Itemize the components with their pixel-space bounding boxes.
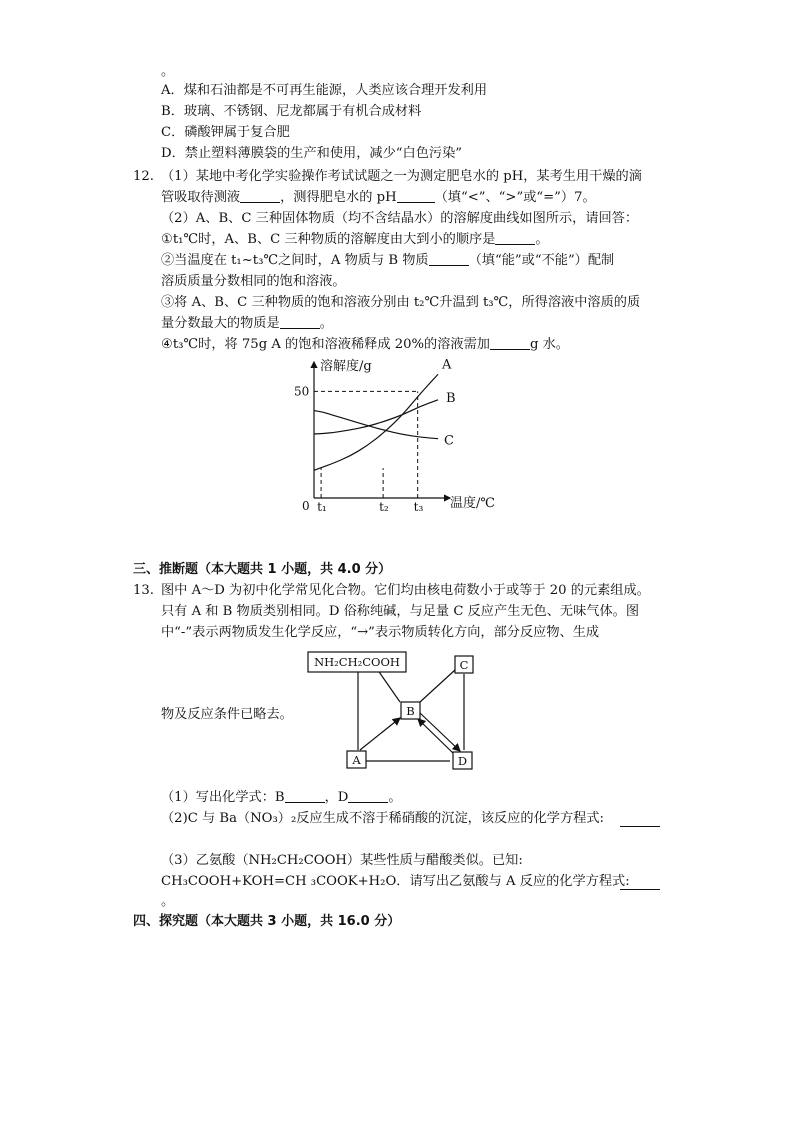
q12-sub3-line1: ③将 A、B、C 三种物质的饱和溶液分别由 t₂℃升温到 t₃℃，所得溶液中溶质的质	[161, 295, 641, 310]
q11-option-c: C．磷酸钾属于复合肥	[161, 125, 290, 140]
series-label-a: A	[442, 357, 452, 373]
text: （填“<”、“>”或“=”）7。	[434, 190, 596, 205]
link-b-c	[420, 670, 455, 702]
q13-line1: 图中 A～D 为初中化学常见化合物。它们均由核电荷数小于或等于 20 的元素组成。	[161, 583, 650, 598]
series-curve-c	[314, 411, 438, 439]
q13-line2: 只有 A 和 B 物质类别相同。D 俗称纯碱，与足量 C 反应产生无色、无味气体。图	[161, 604, 640, 619]
text: ②当温度在 t₁~t₃℃之间时，A 物质与 B 物质	[161, 253, 429, 268]
text: CH₃COOH+KOH=CH ₃COOK+H₂O．请写出乙氨酸与 A 反应的化学方程式:	[161, 874, 630, 889]
origin-label: 0	[302, 499, 310, 513]
x-tick-t2: t₂	[379, 500, 389, 514]
q13-line4: 物及反应条件已略去。	[161, 707, 293, 722]
series-label-c: C	[444, 433, 455, 449]
text: ④t₃℃时，将 75g A 的饱和溶液稀释成 20%的溶液需加	[161, 337, 490, 352]
section-3-heading: 三、推断题（本大题共 1 小题，共 4.0 分）	[133, 562, 392, 577]
text: g 水。	[529, 337, 569, 352]
node-glycine-label: NH₂CH₂COOH	[314, 655, 400, 669]
answer-blank[interactable]	[620, 813, 660, 827]
q12-part1-line1: （1）某地中考化学实验操作考试试题之一为测定肥皂水的 pH，某考生用干燥的滴	[161, 169, 642, 184]
node-b-label: B	[406, 704, 415, 718]
q13-number: 13.	[133, 583, 154, 598]
q12-number: 12.	[133, 169, 154, 184]
answer-blank[interactable]	[490, 336, 530, 350]
node-a-label: A	[352, 753, 361, 767]
solubility-chart	[290, 352, 510, 522]
node-c-label: C	[459, 658, 469, 672]
x-tick-t3: t₃	[413, 500, 424, 514]
y-axis-label: 溶解度/g	[320, 359, 372, 374]
series-curve-b	[314, 400, 438, 434]
text: ，D	[324, 790, 349, 805]
relationship-diagram	[300, 646, 490, 776]
text: 。	[388, 790, 402, 805]
text: （2)C 与 Ba（NO₃）₂反应生成不溶于稀硝酸的沉淀，该反应的化学方程式:	[161, 811, 604, 826]
arrow-d-to-b	[418, 719, 455, 755]
q13-line3: 中“-”表示两物质发生化学反应，“→”表示物质转化方向，部分反应物、生成	[161, 625, 600, 640]
q11-option-d: D．禁止塑料薄膜袋的生产和使用，减少“白色污染”	[161, 146, 462, 161]
q11-option-a: A．煤和石油都是不可再生能源，人类应该合理开发利用	[161, 83, 488, 98]
node-d-label: D	[457, 754, 468, 768]
q13-part3-equation	[161, 873, 630, 891]
q13-part2	[161, 810, 604, 828]
q12-sub2	[161, 252, 614, 270]
text: ①t₁℃时，A、B、C 三种物质的溶解度由大到小的顺序是	[161, 232, 496, 247]
section-4-heading: 四、探究题（本大题共 3 小题，共 16.0 分）	[133, 914, 401, 929]
text: 管吸取待测液	[161, 190, 241, 205]
text: 。	[535, 232, 549, 247]
answer-blank[interactable]	[285, 789, 325, 803]
series-curve-a	[314, 374, 438, 470]
q12-part1-line2	[161, 189, 596, 207]
answer-blank[interactable]	[348, 789, 388, 803]
answer-blank[interactable]	[620, 876, 660, 890]
series-label-b: B	[446, 390, 456, 406]
q12-sub1	[161, 231, 549, 249]
answer-blank[interactable]	[280, 315, 320, 329]
q13-part1	[161, 789, 402, 807]
text: 。	[319, 316, 333, 331]
answer-blank[interactable]	[397, 189, 435, 203]
text: （填“能”或“不能”）配制	[468, 253, 615, 268]
q12-sub3-line2	[161, 315, 333, 333]
q13-part3: （3）乙氨酸（NH₂CH₂COOH）某些性质与醋酸类似。已知:	[161, 853, 523, 868]
q11-dot: 。	[161, 64, 175, 79]
q12-part2: （2）A、B、C 三种固体物质（均不含结晶水）的溶解度曲线如图所示，请回答：	[161, 211, 639, 226]
text: ，测得肥皂水的 pH	[280, 190, 397, 205]
q13-part3-dot: 。	[161, 894, 175, 909]
q11-option-b: B．玻璃、不锈钢、尼龙都属于有机合成材料	[161, 104, 422, 119]
q12-sub2-line2: 溶质质量分数相同的饱和溶液。	[161, 274, 346, 289]
arrow-a-to-b	[360, 718, 400, 750]
x-axis-label: 温度/℃	[450, 496, 495, 511]
answer-blank[interactable]	[429, 252, 469, 266]
text: 量分数最大的物质是	[161, 316, 280, 331]
text: （1）写出化学式：B	[161, 790, 285, 805]
y-tick-50: 50	[294, 384, 310, 399]
answer-blank[interactable]	[240, 189, 280, 203]
arrow-b-to-d	[420, 713, 460, 751]
x-tick-t1: t₁	[317, 500, 327, 514]
answer-blank[interactable]	[495, 231, 535, 245]
